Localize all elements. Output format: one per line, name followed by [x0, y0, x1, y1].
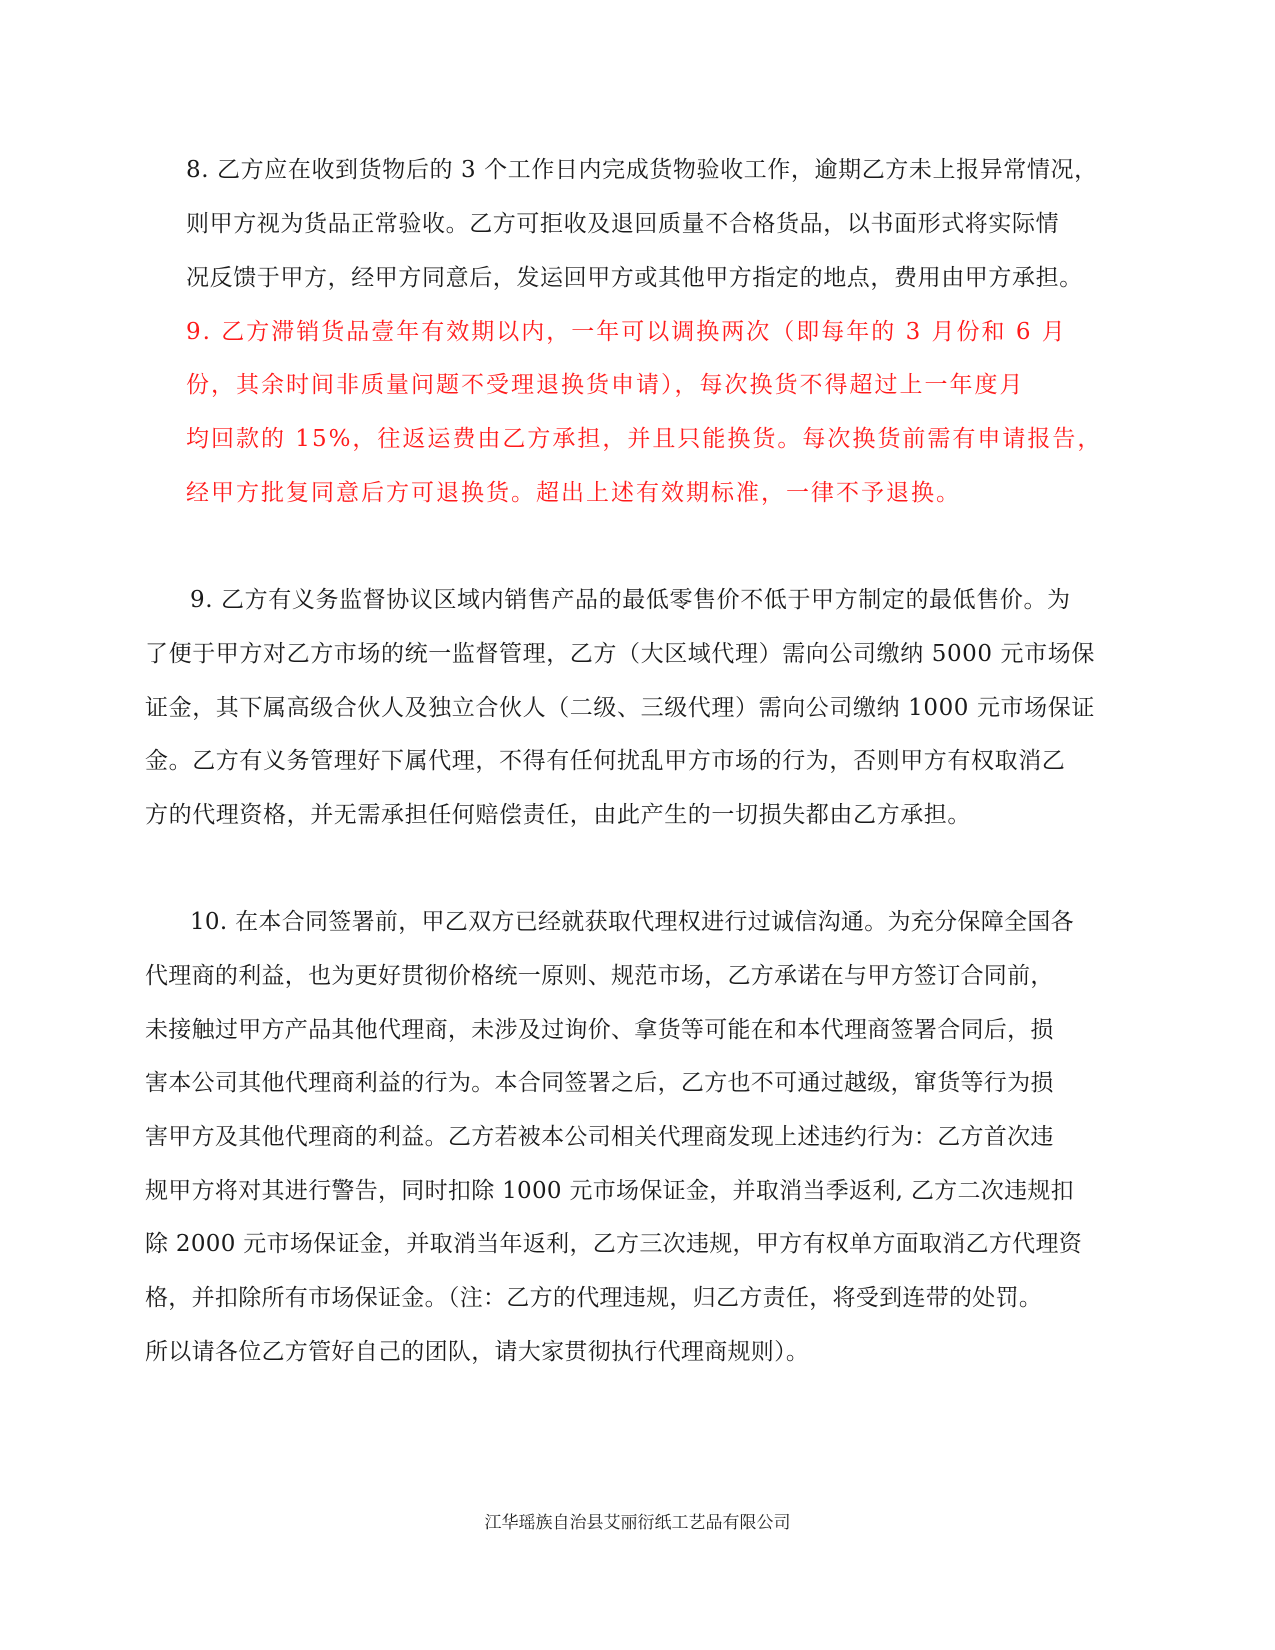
footer-company-name: 江华瑶族自治县艾丽衍纸工艺品有限公司 — [484, 1513, 791, 1533]
clause-8-line: 8. 乙方应在收到货物后的 3 个工作日内完成货物验收工作，逾期乙方未上报异常情况， — [186, 157, 1098, 183]
clause-9-line: 方的代理资格，并无需承担任何赔偿责任，由此产生的一切损失都由乙方承担。 — [145, 802, 971, 828]
clause-9-line: 了便于甲方对乙方市场的统一监督管理，乙方（大区域代理）需向公司缴纳 5000 元市场保 — [145, 641, 1095, 667]
clause-10-line: 规甲方将对其进行警告，同时扣除 1000 元市场保证金，并取消当季返利, 乙方二次违规扣 — [145, 1178, 1074, 1204]
clause-10-line: 害本公司其他代理商利益的行为。本合同签署之后，乙方也不可通过越级，窜货等行为损 — [145, 1070, 1054, 1096]
clause-10-line: 害甲方及其他代理商的利益。乙方若被本公司相关代理商发现上述违约行为：乙方首次违 — [145, 1124, 1054, 1150]
clause-9-highlight-line: 9. 乙方滞销货品壹年有效期以内，一年可以调换两次（即每年的 3 月份和 6 月 — [186, 319, 1067, 345]
clause-10-line: 除 2000 元市场保证金，并取消当年返利，乙方三次违规，甲方有权单方面取消乙方代理资 — [145, 1231, 1083, 1257]
clause-9-highlight-line: 份，其余时间非质量问题不受理退换货申请），每次换货不得超过上一年度月 — [186, 372, 1025, 398]
clause-9-line: 9. 乙方有义务监督协议区域内销售产品的最低零售价不低于甲方制定的最低售价。为 — [190, 587, 1071, 613]
clause-9-line: 金。乙方有义务管理好下属代理，不得有任何扰乱甲方市场的行为，否则甲方有权取消乙 — [145, 748, 1066, 774]
clause-10-line: 10. 在本合同签署前，甲乙双方已经就获取代理权进行过诚信沟通。为充分保障全国各 — [190, 909, 1074, 935]
clause-10-line: 代理商的利益，也为更好贯彻价格统一原则、规范市场，乙方承诺在与甲方签订合同前， — [145, 963, 1054, 989]
clause-8-line: 则甲方视为货品正常验收。乙方可拒收及退回质量不合格货品，以书面形式将实际情 — [186, 211, 1060, 237]
clause-8-line: 况反馈于甲方，经甲方同意后，发运回甲方或其他甲方指定的地点，费用由甲方承担。 — [186, 265, 1083, 291]
clause-9-line: 证金，其下属高级合伙人及独立合伙人（二级、三级代理）需向公司缴纳 1000 元市场保证 — [145, 695, 1095, 721]
clause-10-line: 所以请各位乙方管好自己的团队，请大家贯彻执行代理商规则）。 — [145, 1339, 810, 1365]
clause-9-highlight-line: 经甲方批复同意后方可退换货。超出上述有效期标准，一律不予退换。 — [186, 480, 961, 506]
clause-10-line: 未接触过甲方产品其他代理商，未涉及过询价、拿货等可能在和本代理商签署合同后，损 — [145, 1017, 1054, 1043]
clause-10-line: 格，并扣除所有市场保证金。（注：乙方的代理违规，归乙方责任，将受到连带的处罚。 — [145, 1285, 1043, 1311]
clause-9-highlight-line: 均回款的 15%，往返运费由乙方承担，并且只能换货。每次换货前需有申请报告， — [186, 426, 1103, 452]
